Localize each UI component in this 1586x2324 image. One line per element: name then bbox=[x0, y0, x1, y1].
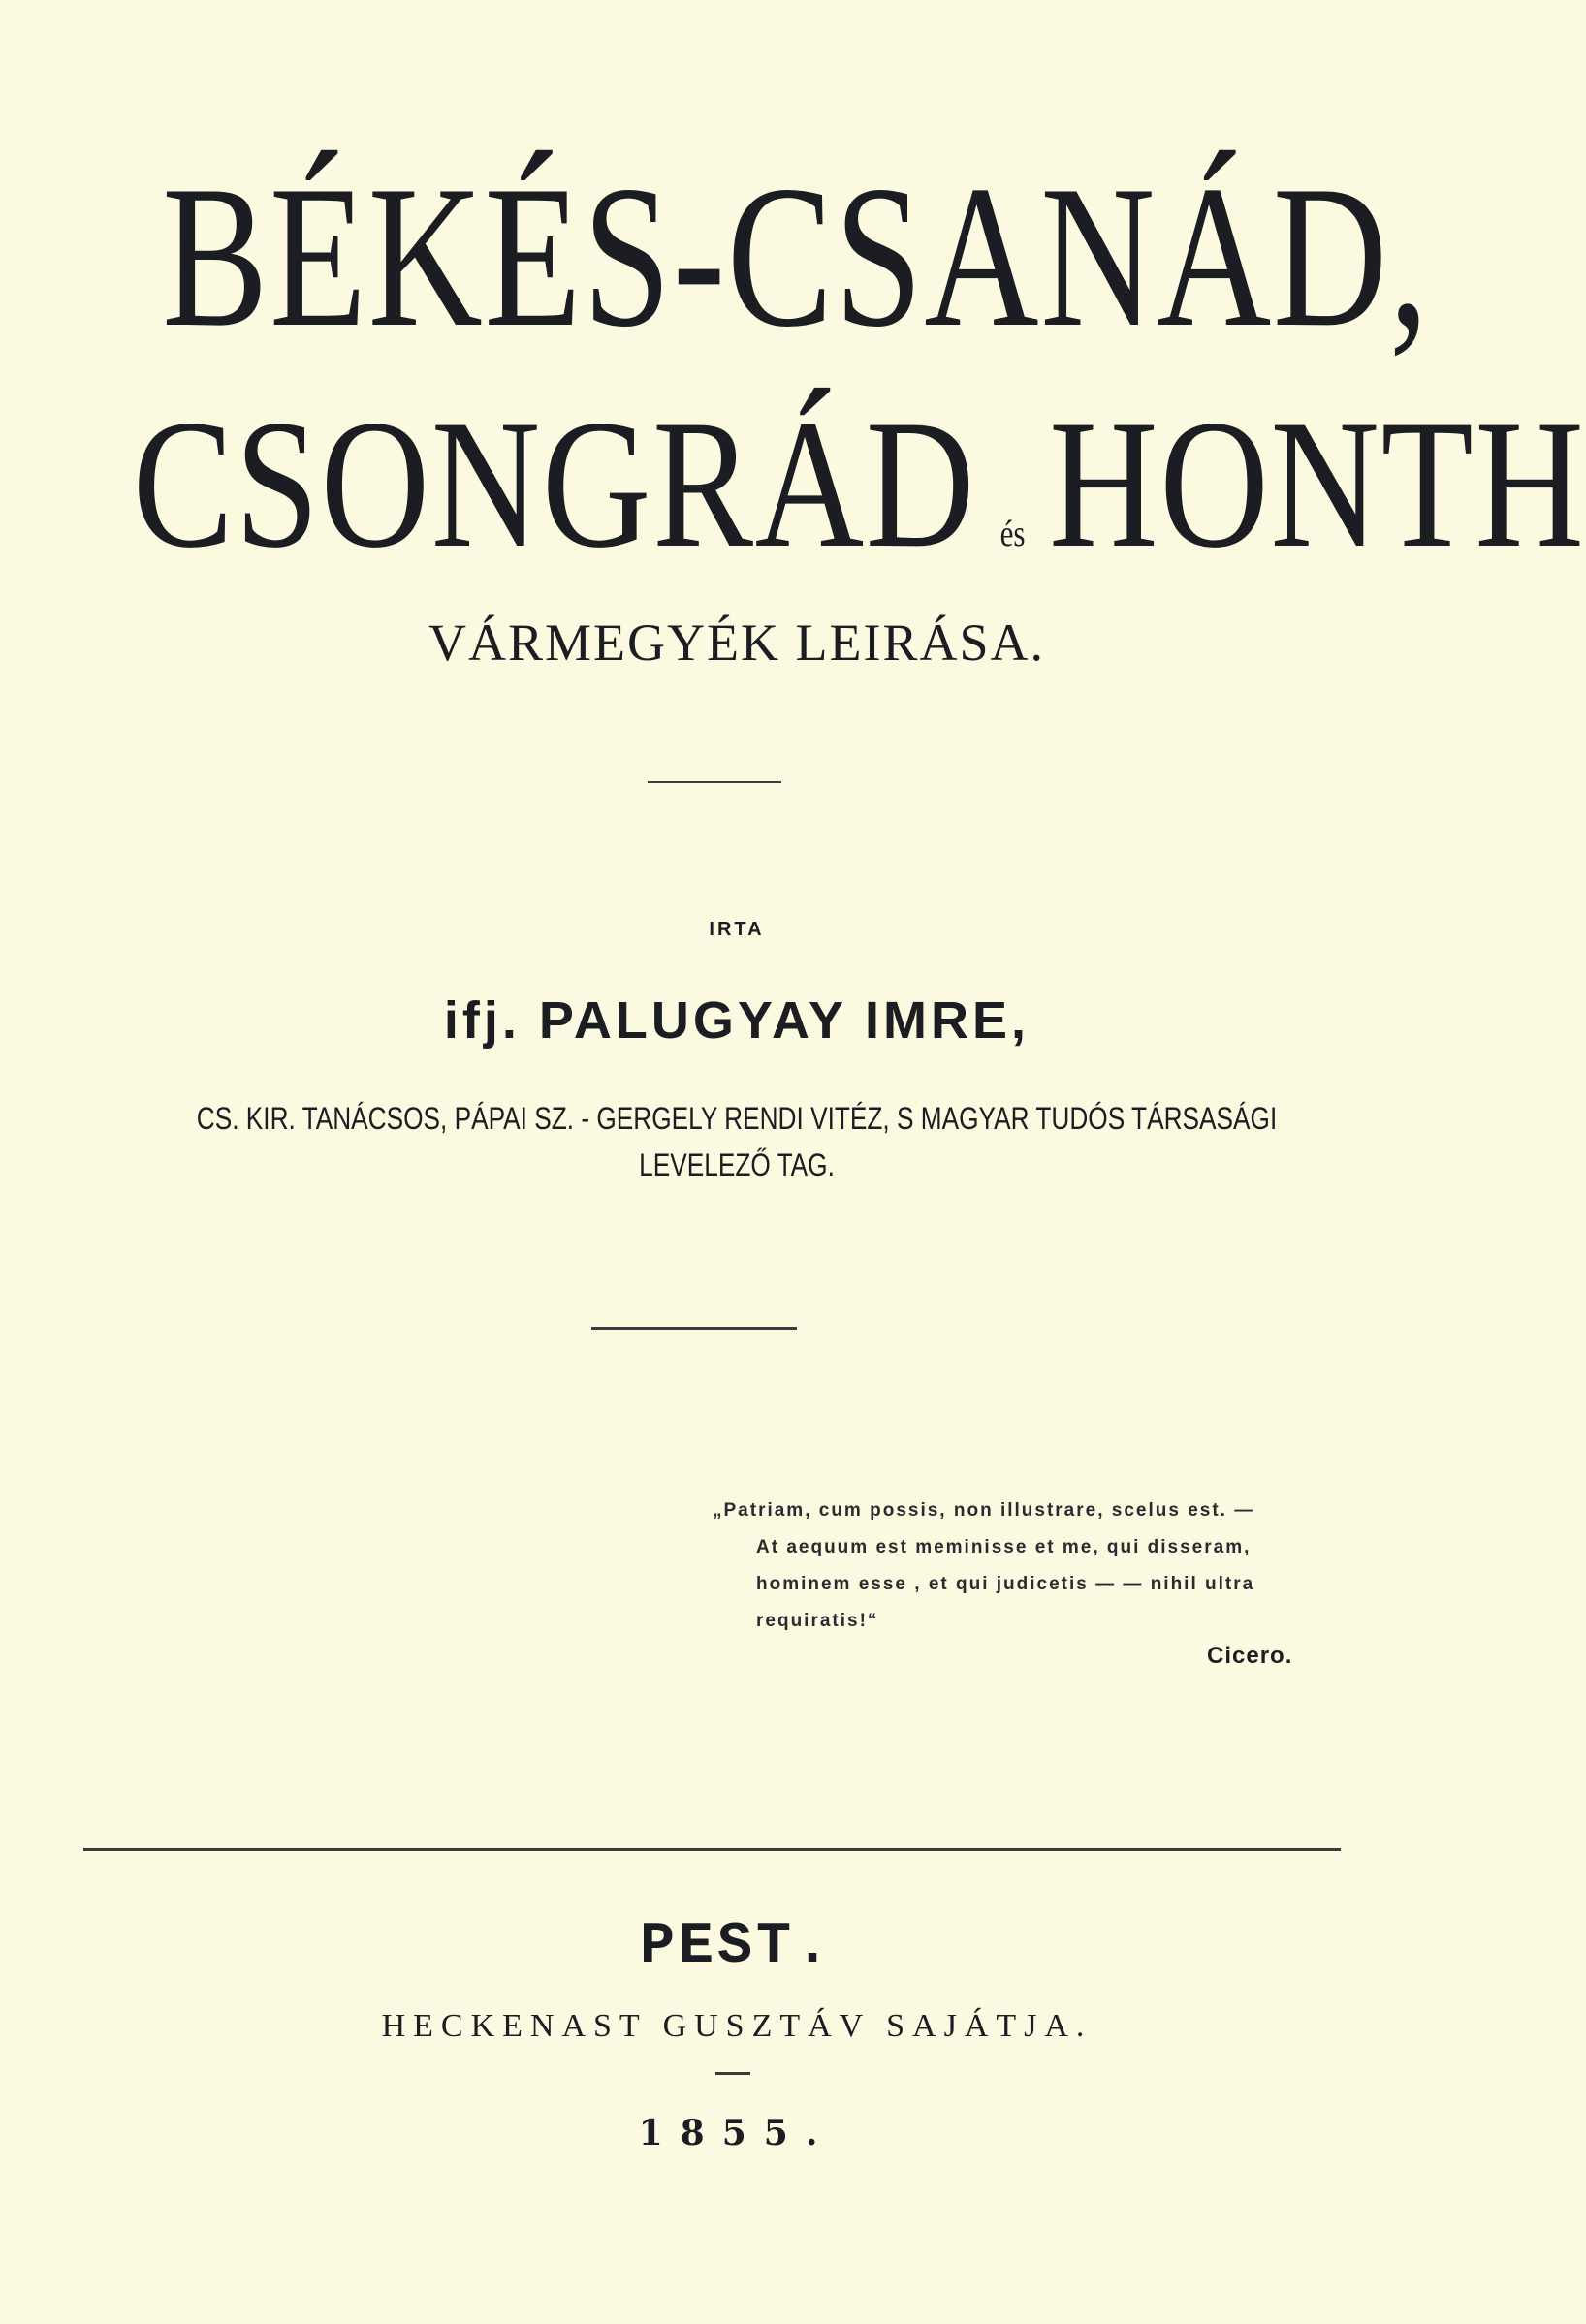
title-honth: HONTH bbox=[1049, 383, 1586, 586]
subtitle: VÁRMEGYÉK LEIRÁSA. bbox=[428, 613, 1045, 672]
epigraph-line: requiratis!“ bbox=[756, 1611, 879, 1631]
divider-medium bbox=[591, 1327, 797, 1330]
author-name: ifj. PALUGYAY IMRE, bbox=[443, 991, 1031, 1050]
author-credentials-line-1: CS. KIR. TANÁCSOS, PÁPAI SZ. - GERGELY RENDI VITÉZ, S MAGYAR TUDÓS TÁRSASÁGI bbox=[196, 1101, 1278, 1136]
author-credentials-line-2: LEVELEZŐ TAG. bbox=[639, 1147, 835, 1182]
title-line-1: BÉKÉS-CSANÁD, bbox=[162, 144, 1431, 369]
title-conjunction: és bbox=[999, 514, 1026, 554]
divider-tiny bbox=[715, 2072, 750, 2075]
epigraph-line: hominem esse , et qui judicetis — — nihil ultra bbox=[756, 1574, 1255, 1594]
imprint-publisher: HECKENAST GUSZTÁV SAJÁTJA. bbox=[381, 2008, 1093, 2044]
imprint-year: 1855. bbox=[638, 2113, 836, 2153]
epigraph-line: At aequum est meminisse et me, qui disseram, bbox=[756, 1537, 1252, 1557]
imprint-place: PEST. bbox=[639, 1914, 835, 1980]
epigraph-attribution: Cicero. bbox=[1207, 1643, 1293, 1669]
title-csongrad: CSONGRÁD bbox=[132, 383, 976, 586]
epigraph bbox=[713, 1492, 1343, 1640]
divider-short bbox=[648, 781, 781, 783]
epigraph-line: „Patriam, cum possis, non illustrare, scelus est. — bbox=[713, 1500, 1255, 1521]
divider-long bbox=[83, 1848, 1341, 1851]
title-line-2 bbox=[132, 383, 1586, 586]
byline-label: IRTA bbox=[709, 919, 765, 940]
